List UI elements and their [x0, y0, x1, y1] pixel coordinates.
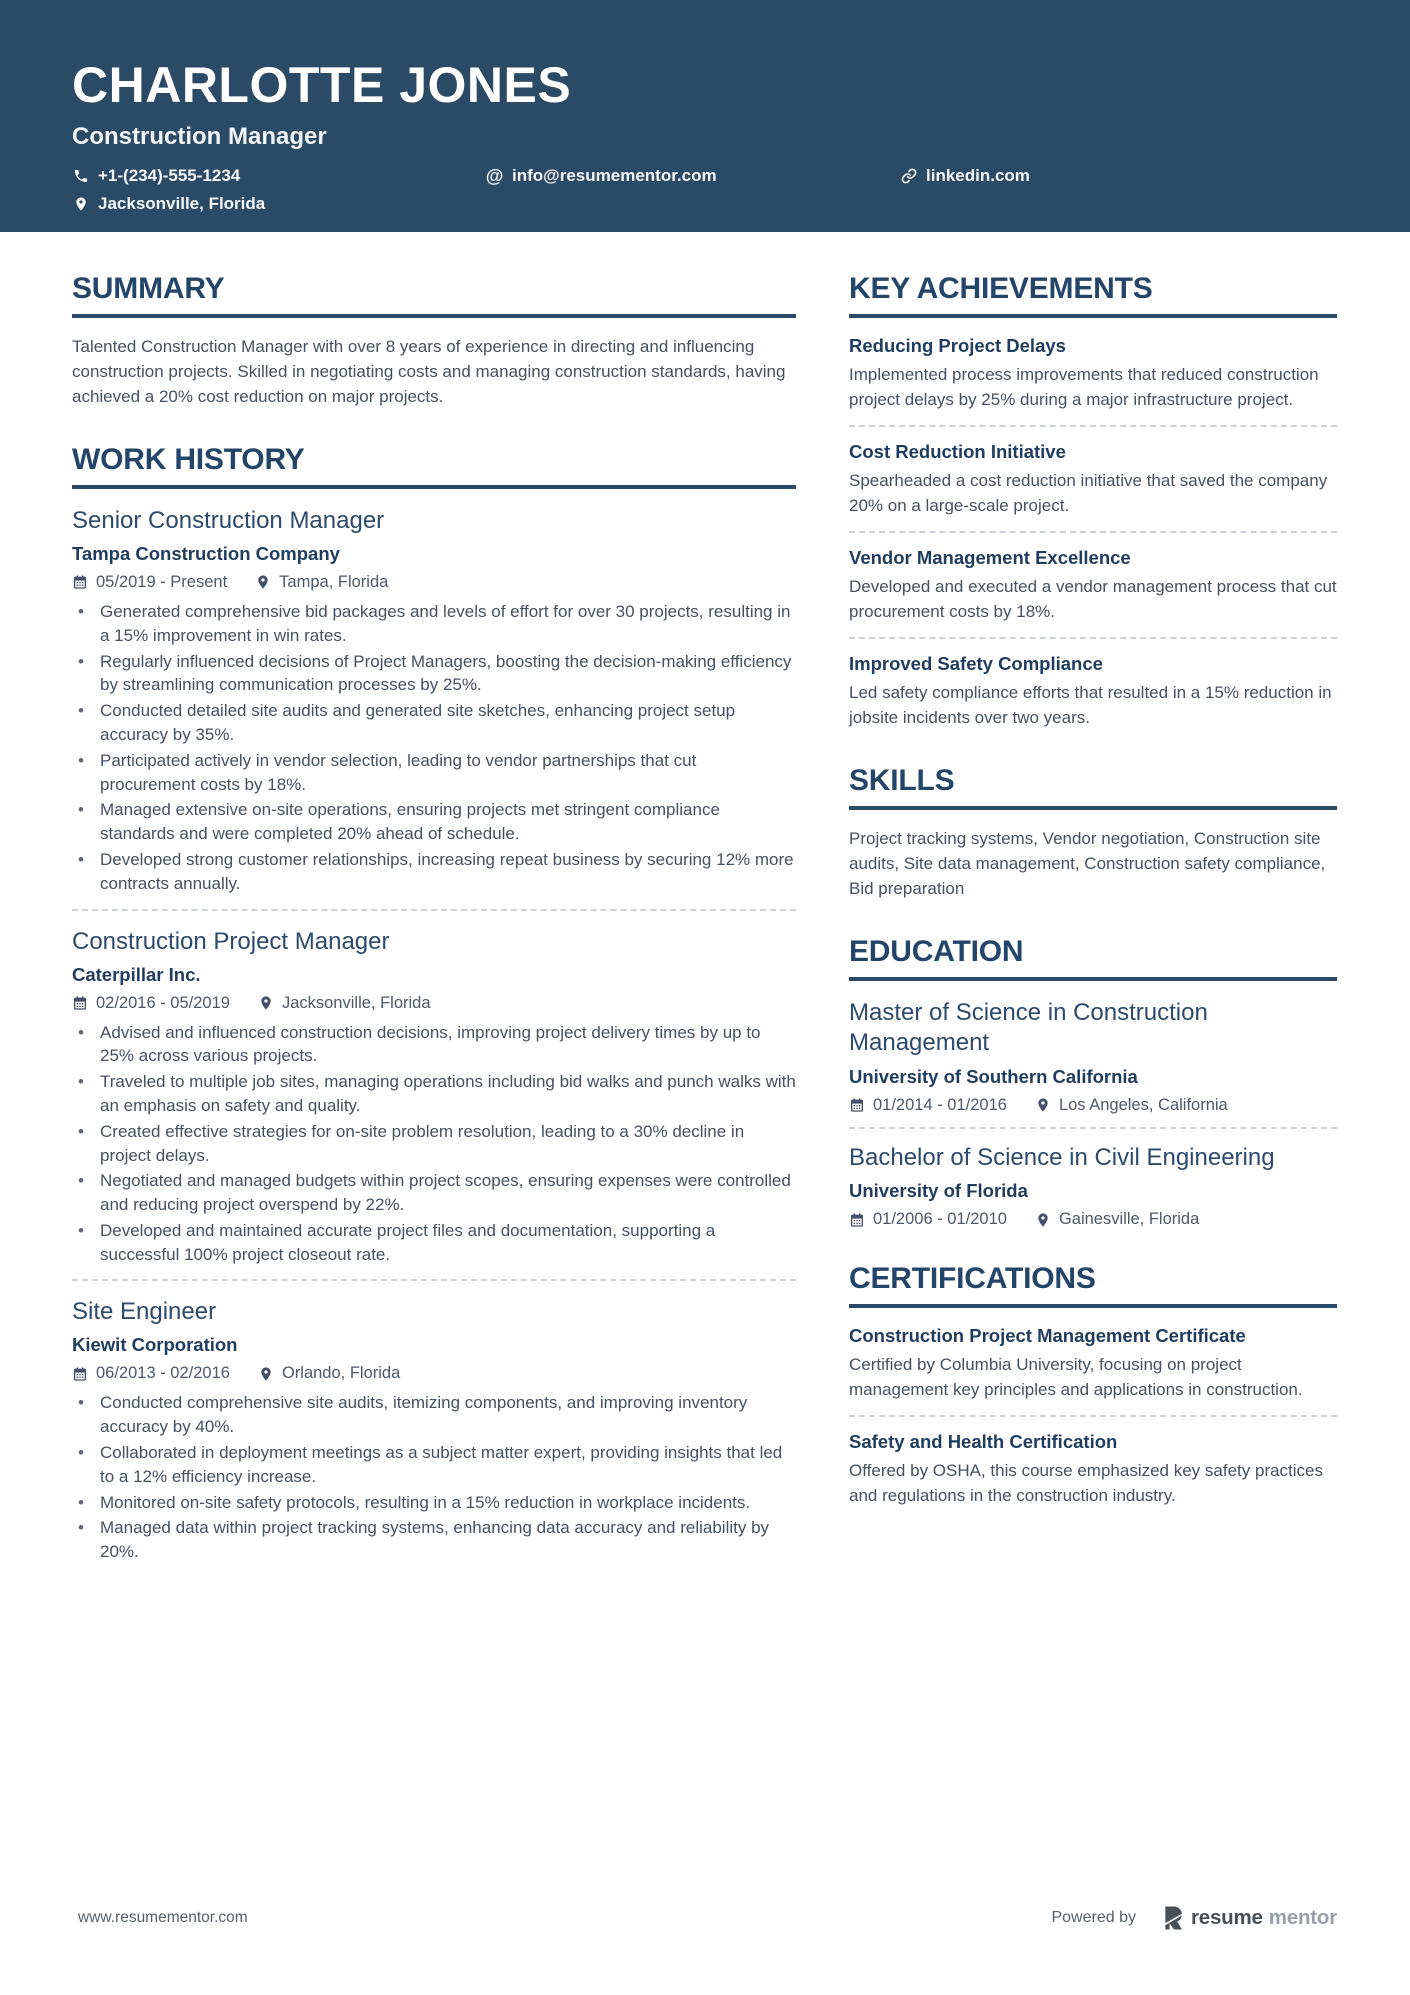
- bullet-item: • Monitored on-site safety protocols, resulting in a 15% reduction in workplace incidents.: [72, 1491, 796, 1515]
- job-meta: [72, 573, 796, 592]
- location-item: [72, 194, 265, 214]
- job-company: Caterpillar Inc.: [72, 963, 201, 985]
- work-history-heading: WORK HISTORY: [72, 443, 796, 489]
- location-text: Jacksonville, Florida: [98, 194, 266, 213]
- certifications-heading: CERTIFICATIONS: [849, 1262, 1337, 1308]
- degree-meta: [849, 1210, 1337, 1229]
- degree-title: Master of Science in Construction Management: [849, 998, 1208, 1057]
- calendar-icon: [72, 574, 88, 590]
- achievement-title: Improved Safety Compliance: [849, 652, 1103, 674]
- pin-icon: [1035, 1212, 1051, 1228]
- bullet-item: • Managed extensive on-site operations, ensuring projects met stringent compliance standards and were completed 20% ahead of schedule.: [72, 798, 796, 846]
- job-dates-item: [72, 1364, 230, 1383]
- degree-dates-item: [849, 1210, 1007, 1229]
- job-separator: [72, 1279, 796, 1281]
- bullet-item: • Managed data within project tracking systems, enhancing data accuracy and reliability by 20%.: [72, 1516, 796, 1564]
- job-role: Senior Construction Manager: [72, 506, 385, 534]
- bullet-item: • Developed strong customer relationships, increasing repeat business by securing 12% more contracts annually.: [72, 848, 796, 896]
- contact-info: [72, 162, 1338, 218]
- section-summary: [72, 272, 796, 410]
- degree-dates-item: [849, 1096, 1007, 1115]
- job-company: Kiewit Corporation: [72, 1334, 238, 1356]
- email-address: info@resumementor.com: [512, 166, 717, 185]
- degree-location-item: [1035, 1096, 1228, 1115]
- certification-text: Offered by OSHA, this course emphasized key safety practices and regulations in the construction industry.: [849, 1461, 1324, 1506]
- job-location: Jacksonville, Florida: [281, 993, 431, 1012]
- bullet-item: • Participated actively in vendor selection, leading to vendor partnerships that cut procurement costs by 18%.: [72, 749, 796, 797]
- job-location-item: [255, 573, 388, 592]
- job-dates: 05/2019 - Present: [96, 572, 228, 591]
- achievement-item: [849, 653, 1337, 731]
- bullet-item: • Advised and influenced construction decisions, improving project delivery times by up to 25% across various projects.: [72, 1021, 796, 1069]
- degree-block: [849, 998, 1337, 1115]
- powered-by-label: Powered by: [1051, 1908, 1136, 1926]
- job-meta: [72, 1364, 796, 1383]
- degree-location-item: [1035, 1210, 1199, 1229]
- resumementor-logo[interactable]: [1162, 1905, 1337, 1930]
- bullet-item: • Negotiated and managed budgets within project scopes, ensuring expenses were controlled and reducing project overspend by 22%.: [72, 1169, 796, 1217]
- degree-school: University of Florida: [849, 1180, 1028, 1202]
- job-location: Tampa, Florida: [279, 572, 389, 591]
- job-dates: 06/2013 - 02/2016: [96, 1364, 230, 1383]
- degree-meta: [849, 1096, 1337, 1115]
- job-location-item: [258, 994, 431, 1013]
- calendar-icon: [849, 1212, 865, 1228]
- job-location: Orlando, Florida: [281, 1364, 401, 1383]
- person-name: CHARLOTTE JONES: [72, 57, 572, 113]
- achievement-separator: [849, 637, 1337, 639]
- section-education: [849, 935, 1337, 1229]
- phone-number: +1-(234)-555-1234: [98, 166, 241, 185]
- logo-text-resume: resume: [1190, 1905, 1263, 1929]
- skills-heading: SKILLS: [849, 764, 1337, 810]
- powered-by: [1051, 1905, 1337, 1930]
- degree-dates: 01/2014 - 01/2016: [873, 1095, 1007, 1114]
- job-bullets: [72, 1021, 796, 1267]
- degree-title: Bachelor of Science in Civil Engineering: [849, 1143, 1275, 1171]
- achievement-title: Vendor Management Excellence: [849, 546, 1131, 568]
- certification-title: Construction Project Management Certificate: [849, 1325, 1246, 1347]
- right-column: [849, 272, 1337, 1597]
- certification-text: Certified by Columbia University, focusing on project management key principles and applications in construction.: [849, 1355, 1303, 1400]
- degree-school: University of Southern California: [849, 1065, 1138, 1087]
- achievement-title: Reducing Project Delays: [849, 335, 1066, 356]
- linkedin-url: linkedin.com: [926, 166, 1030, 185]
- degree-location: Los Angeles, California: [1058, 1095, 1228, 1114]
- contact-row-2: [72, 190, 1338, 218]
- job-company: Tampa Construction Company: [72, 542, 340, 564]
- at-icon: @: [485, 166, 504, 186]
- footer: [78, 1905, 1337, 1930]
- calendar-icon: [72, 1366, 88, 1382]
- linkedin-link[interactable]: [900, 166, 1030, 186]
- resumementor-logo-icon: [1162, 1905, 1185, 1930]
- job-bullets: [72, 1391, 796, 1564]
- achievement-text: Implemented process improvements that reduced construction project delays by 25% during a major infrastructure project.: [849, 365, 1319, 409]
- job-block: [72, 506, 796, 896]
- degree-dates: 01/2006 - 01/2010: [873, 1210, 1007, 1229]
- achievement-separator: [849, 425, 1337, 427]
- pin-icon: [258, 1366, 274, 1382]
- certification-item: [849, 1431, 1337, 1509]
- key-achievements-heading: KEY ACHIEVEMENTS: [849, 272, 1337, 318]
- section-work-history: [72, 443, 796, 1564]
- achievement-title: Cost Reduction Initiative: [849, 440, 1066, 462]
- calendar-icon: [849, 1097, 865, 1113]
- job-block: [72, 1297, 796, 1564]
- phone-icon: [72, 168, 89, 185]
- calendar-icon: [72, 995, 88, 1011]
- achievement-item: [849, 547, 1337, 625]
- job-meta: [72, 994, 796, 1013]
- bullet-item: • Conducted detailed site audits and generated site sketches, enhancing project setup accuracy by 35%.: [72, 699, 796, 747]
- pin-icon: [72, 196, 89, 213]
- bullet-item: • Traveled to multiple job sites, managing operations including bid walks and punch walks with an emphasis on safety and quality.: [72, 1070, 796, 1118]
- job-bullets: [72, 600, 796, 896]
- section-skills: [849, 764, 1337, 902]
- achievement-separator: [849, 531, 1337, 533]
- person-job-title: Construction Manager: [72, 123, 327, 150]
- job-dates: 02/2016 - 05/2019: [96, 993, 230, 1012]
- pin-icon: [255, 574, 271, 590]
- bullet-item: • Conducted comprehensive site audits, itemizing components, and improving inventory accuracy by 40%.: [72, 1391, 796, 1439]
- job-dates-item: [72, 994, 230, 1013]
- header: [0, 0, 1410, 232]
- certification-item: [849, 1325, 1337, 1403]
- degree-location: Gainesville, Florida: [1058, 1210, 1200, 1229]
- achievement-text: Developed and executed a vendor management process that cut procurement costs by 18%.: [849, 576, 1337, 621]
- degree-block: [849, 1143, 1337, 1229]
- bullet-item: • Collaborated in deployment meetings as a subject matter expert, providing insights that led to a 12% efficiency increase.: [72, 1441, 796, 1489]
- bullet-item: • Created effective strategies for on-site problem resolution, leading to a 30% decline in project delays.: [72, 1120, 796, 1168]
- email-link[interactable]: [486, 166, 900, 186]
- job-block: [72, 927, 796, 1267]
- section-certifications: [849, 1262, 1337, 1509]
- achievement-item: [849, 335, 1337, 413]
- contact-row-1: [72, 162, 1338, 190]
- achievement-item: [849, 441, 1337, 519]
- pin-icon: [1035, 1097, 1051, 1113]
- job-separator: [72, 909, 796, 911]
- job-location-item: [258, 1364, 400, 1383]
- achievement-text: Led safety compliance efforts that resulted in a 15% reduction in jobsite incidents over two years.: [849, 682, 1332, 727]
- resume-body: [0, 272, 1410, 1597]
- job-role: Site Engineer: [72, 1298, 217, 1326]
- job-role: Construction Project Manager: [72, 927, 390, 955]
- bullet-item: • Regularly influenced decisions of Project Managers, boosting the decision-making efficiency by streamlining communication processes by 25%.: [72, 650, 796, 698]
- section-key-achievements: [849, 272, 1337, 731]
- summary-heading: SUMMARY: [72, 272, 796, 318]
- degree-separator: [849, 1127, 1337, 1129]
- footer-website-link[interactable]: www.resumementor.com: [78, 1908, 248, 1926]
- certification-separator: [849, 1415, 1337, 1417]
- job-dates-item: [72, 573, 227, 592]
- pin-icon: [258, 995, 274, 1011]
- phone-link[interactable]: [72, 166, 486, 186]
- summary-text: Talented Construction Manager with over 8 years of experience in directing and influencing construction projects. Skilled in negotiating costs and managing construction standards, having achieved a 20% cost reduction on major projects.: [72, 337, 786, 406]
- bullet-item: • Developed and maintained accurate project files and documentation, supporting a successful 100% project closeout rate.: [72, 1219, 796, 1267]
- logo-text-mentor: mentor: [1268, 1905, 1337, 1929]
- bullet-item: • Generated comprehensive bid packages and levels of effort for over 30 projects, resulting in a 15% improvement in win rates.: [72, 600, 796, 648]
- achievement-text: Spearheaded a cost reduction initiative that saved the company 20% on a large-scale project.: [849, 470, 1328, 515]
- link-icon: [900, 168, 917, 185]
- certification-title: Safety and Health Certification: [849, 1431, 1118, 1453]
- skills-text: Project tracking systems, Vendor negotiation, Construction site audits, Site data management, Construction safety compliance, Bid preparation: [849, 828, 1326, 898]
- left-column: [72, 272, 796, 1597]
- education-heading: EDUCATION: [849, 935, 1337, 981]
